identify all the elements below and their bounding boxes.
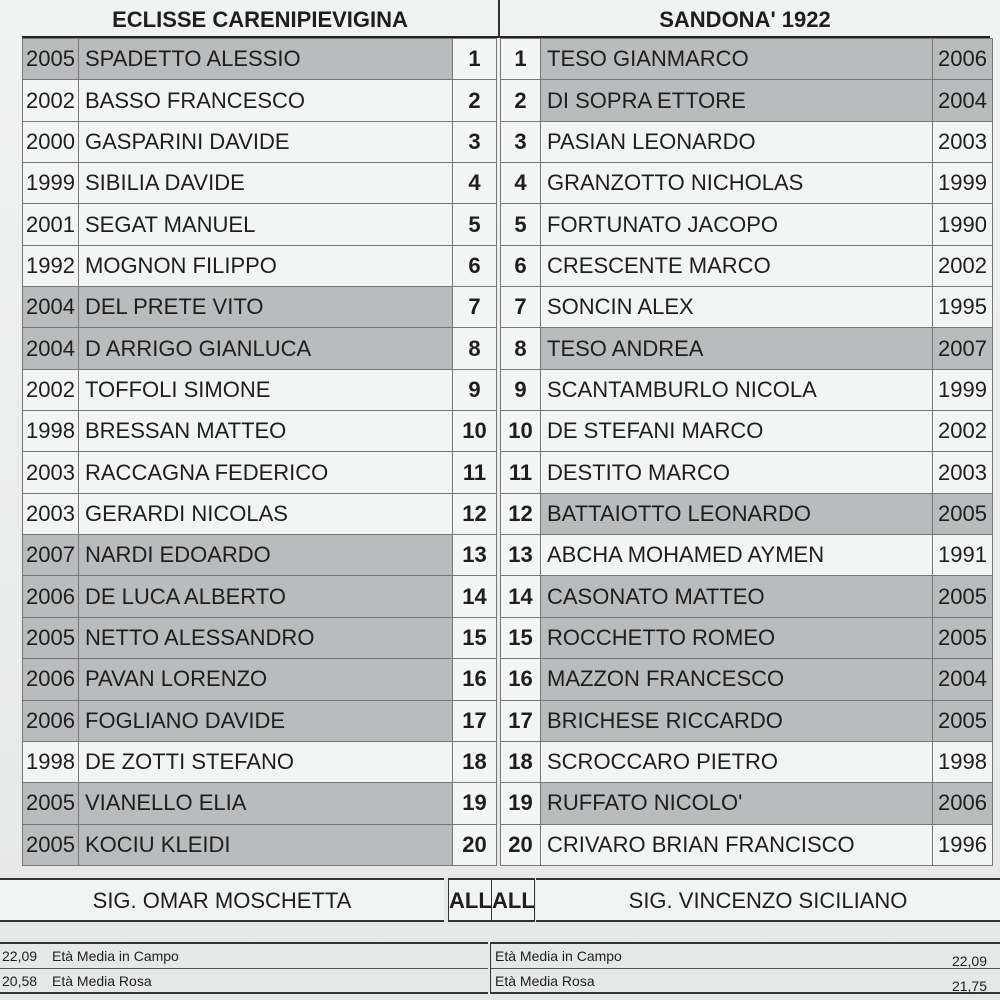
- home-player-birth-year: 2004: [23, 328, 79, 369]
- away-player-number: 4: [501, 163, 541, 204]
- home-player-birth-year: 2005: [23, 824, 79, 865]
- away-player-row: [501, 617, 993, 658]
- away-player-birth-year: 2005: [933, 493, 993, 534]
- home-player-row: [23, 328, 497, 369]
- away-player-birth-year: 2003: [933, 452, 993, 493]
- away-player-number: 10: [501, 411, 541, 452]
- home-player-name: D ARRIGO GIANLUCA: [79, 328, 453, 369]
- home-player-row: [23, 659, 497, 700]
- away-player-name: CASONATO MATTEO: [541, 576, 933, 617]
- home-player-name: BASSO FRANCESCO: [79, 80, 453, 121]
- home-player-row: [23, 617, 497, 658]
- home-stat-row: [0, 969, 488, 993]
- away-player-birth-year: 2005: [933, 700, 993, 741]
- home-player-birth-year: 2001: [23, 204, 79, 245]
- home-player-name: GASPARINI DAVIDE: [79, 121, 453, 162]
- away-player-row: [501, 80, 993, 121]
- away-player-row: [501, 824, 993, 865]
- home-player-name: BRESSAN MATTEO: [79, 411, 453, 452]
- away-player-row: [501, 121, 993, 162]
- away-player-birth-year: 1990: [933, 204, 993, 245]
- away-player-birth-year: 2005: [933, 576, 993, 617]
- home-player-number: 2: [453, 80, 497, 121]
- home-player-name: DE LUCA ALBERTO: [79, 576, 453, 617]
- home-player-birth-year: 1998: [23, 741, 79, 782]
- away-player-number: 1: [501, 39, 541, 80]
- home-player-row: [23, 39, 497, 80]
- home-player-row: [23, 535, 497, 576]
- away-player-birth-year: 1999: [933, 369, 993, 410]
- away-player-birth-year: 2007: [933, 328, 993, 369]
- away-player-number: 17: [501, 700, 541, 741]
- home-player-number: 1: [453, 39, 497, 80]
- away-player-name: BRICHESE RICCARDO: [541, 700, 933, 741]
- home-player-row: [23, 824, 497, 865]
- away-player-row: [501, 576, 993, 617]
- away-player-name: ROCCHETTO ROMEO: [541, 617, 933, 658]
- away-player-row: [501, 783, 993, 824]
- home-player-row: [23, 121, 497, 162]
- home-player-name: NETTO ALESSANDRO: [79, 617, 453, 658]
- away-player-row: [501, 204, 993, 245]
- home-player-birth-year: 2005: [23, 39, 79, 80]
- home-player-name: PAVAN LORENZO: [79, 659, 453, 700]
- home-player-number: 14: [453, 576, 497, 617]
- home-player-number: 5: [453, 204, 497, 245]
- home-player-number: 17: [453, 700, 497, 741]
- home-player-number: 8: [453, 328, 497, 369]
- home-player-birth-year: 2000: [23, 121, 79, 162]
- away-player-birth-year: 1996: [933, 824, 993, 865]
- away-player-row: [501, 39, 993, 80]
- away-player-name: CRESCENTE MARCO: [541, 245, 933, 286]
- away-player-name: SCANTAMBURLO NICOLA: [541, 369, 933, 410]
- home-player-row: [23, 369, 497, 410]
- away-roster-table: [500, 38, 993, 866]
- home-player-name: NARDI EDOARDO: [79, 535, 453, 576]
- home-player-number: 20: [453, 824, 497, 865]
- home-player-number: 16: [453, 659, 497, 700]
- home-player-row: [23, 700, 497, 741]
- away-team-name: SANDONA' 1922: [500, 0, 990, 38]
- away-player-birth-year: 2006: [933, 783, 993, 824]
- home-player-birth-year: 2006: [23, 659, 79, 700]
- away-player-number: 8: [501, 328, 541, 369]
- away-player-number: 6: [501, 245, 541, 286]
- home-player-name: DEL PRETE VITO: [79, 287, 453, 328]
- away-player-name: DESTITO MARCO: [541, 452, 933, 493]
- away-player-row: [501, 287, 993, 328]
- home-player-number: 6: [453, 245, 497, 286]
- away-player-name: SONCIN ALEX: [541, 287, 933, 328]
- home-player-birth-year: 1998: [23, 411, 79, 452]
- home-player-row: [23, 783, 497, 824]
- home-player-birth-year: 2003: [23, 452, 79, 493]
- away-age-stats: [490, 942, 1000, 994]
- home-player-number: 9: [453, 369, 497, 410]
- home-player-name: GERARDI NICOLAS: [79, 493, 453, 534]
- away-player-name: DE STEFANI MARCO: [541, 411, 933, 452]
- home-player-name: SEGAT MANUEL: [79, 204, 453, 245]
- away-player-number: 19: [501, 783, 541, 824]
- away-player-row: [501, 741, 993, 782]
- home-player-row: [23, 493, 497, 534]
- away-stat-row: [491, 944, 1000, 969]
- away-player-number: 3: [501, 121, 541, 162]
- away-player-row: [501, 493, 993, 534]
- home-player-name: SIBILIA DAVIDE: [79, 163, 453, 204]
- away-coach-tag: ALL: [492, 878, 535, 922]
- away-player-name: FORTUNATO JACOPO: [541, 204, 933, 245]
- home-player-name: SPADETTO ALESSIO: [79, 39, 453, 80]
- home-player-number: 13: [453, 535, 497, 576]
- away-player-birth-year: 1991: [933, 535, 993, 576]
- home-player-birth-year: 2004: [23, 287, 79, 328]
- home-player-name: FOGLIANO DAVIDE: [79, 700, 453, 741]
- away-player-number: 7: [501, 287, 541, 328]
- header-divider: [498, 0, 500, 38]
- home-player-name: DE ZOTTI STEFANO: [79, 741, 453, 782]
- away-player-row: [501, 245, 993, 286]
- away-player-name: BATTAIOTTO LEONARDO: [541, 493, 933, 534]
- home-player-birth-year: 2005: [23, 783, 79, 824]
- away-player-number: 14: [501, 576, 541, 617]
- away-player-number: 11: [501, 452, 541, 493]
- home-roster-table: [22, 38, 497, 866]
- away-player-name: GRANZOTTO NICHOLAS: [541, 163, 933, 204]
- away-player-name: TESO GIANMARCO: [541, 39, 933, 80]
- home-player-number: 19: [453, 783, 497, 824]
- home-player-name: VIANELLO ELIA: [79, 783, 453, 824]
- home-player-row: [23, 452, 497, 493]
- home-player-birth-year: 2007: [23, 535, 79, 576]
- home-player-name: TOFFOLI SIMONE: [79, 369, 453, 410]
- home-player-birth-year: 2005: [23, 617, 79, 658]
- away-player-number: 16: [501, 659, 541, 700]
- away-player-birth-year: 2005: [933, 617, 993, 658]
- away-player-birth-year: 2003: [933, 121, 993, 162]
- away-player-number: 15: [501, 617, 541, 658]
- away-player-birth-year: 2002: [933, 245, 993, 286]
- away-player-name: SCROCCARO PIETRO: [541, 741, 933, 782]
- away-player-name: ABCHA MOHAMED AYMEN: [541, 535, 933, 576]
- home-player-number: 15: [453, 617, 497, 658]
- home-age-stats: [0, 942, 488, 994]
- home-player-name: RACCAGNA FEDERICO: [79, 452, 453, 493]
- home-coach-name: SIG. OMAR MOSCHETTA: [0, 878, 444, 922]
- home-player-row: [23, 163, 497, 204]
- away-coach-name: SIG. VINCENZO SICILIANO: [536, 878, 1000, 922]
- away-player-birth-year: 2006: [933, 39, 993, 80]
- away-stat-row: [491, 969, 1000, 993]
- home-player-row: [23, 80, 497, 121]
- home-player-number: 3: [453, 121, 497, 162]
- away-stat-label: Età Media in Campo: [495, 948, 622, 964]
- home-player-number: 18: [453, 741, 497, 782]
- home-stat-value: 22,09: [2, 948, 38, 964]
- home-player-number: 11: [453, 452, 497, 493]
- home-player-birth-year: 2006: [23, 576, 79, 617]
- away-player-birth-year: 1999: [933, 163, 993, 204]
- away-stat-label: Età Media Rosa: [495, 973, 595, 989]
- away-player-number: 9: [501, 369, 541, 410]
- home-player-birth-year: 2002: [23, 80, 79, 121]
- away-player-number: 2: [501, 80, 541, 121]
- away-player-row: [501, 659, 993, 700]
- away-player-number: 5: [501, 204, 541, 245]
- home-player-number: 4: [453, 163, 497, 204]
- home-player-row: [23, 741, 497, 782]
- home-coach-tag: ALL: [448, 878, 492, 922]
- home-player-row: [23, 245, 497, 286]
- away-player-birth-year: 1995: [933, 287, 993, 328]
- home-player-birth-year: 1999: [23, 163, 79, 204]
- away-player-birth-year: 2002: [933, 411, 993, 452]
- away-player-name: RUFFATO NICOLO': [541, 783, 933, 824]
- home-player-number: 12: [453, 493, 497, 534]
- home-player-number: 10: [453, 411, 497, 452]
- home-team-name: ECLISSE CARENIPIEVIGINA: [22, 0, 498, 38]
- home-player-birth-year: 2006: [23, 700, 79, 741]
- away-player-row: [501, 452, 993, 493]
- home-player-birth-year: 2003: [23, 493, 79, 534]
- away-player-number: 12: [501, 493, 541, 534]
- home-stat-row: [0, 944, 488, 969]
- away-player-row: [501, 328, 993, 369]
- away-player-birth-year: 2004: [933, 659, 993, 700]
- away-player-name: MAZZON FRANCESCO: [541, 659, 933, 700]
- away-player-row: [501, 411, 993, 452]
- home-stat-value: 20,58: [2, 973, 38, 989]
- away-player-name: PASIAN LEONARDO: [541, 121, 933, 162]
- away-player-row: [501, 163, 993, 204]
- home-player-birth-year: 1992: [23, 245, 79, 286]
- home-player-row: [23, 576, 497, 617]
- away-player-birth-year: 1998: [933, 741, 993, 782]
- away-player-number: 20: [501, 824, 541, 865]
- home-player-row: [23, 204, 497, 245]
- away-stat-value: 22,09: [951, 953, 987, 969]
- away-player-number: 13: [501, 535, 541, 576]
- away-player-name: CRIVARO BRIAN FRANCISCO: [541, 824, 933, 865]
- home-player-row: [23, 287, 497, 328]
- home-player-name: KOCIU KLEIDI: [79, 824, 453, 865]
- away-player-birth-year: 2004: [933, 80, 993, 121]
- away-player-name: DI SOPRA ETTORE: [541, 80, 933, 121]
- home-player-row: [23, 411, 497, 452]
- away-stat-value: 21,75: [951, 978, 987, 994]
- home-player-birth-year: 2002: [23, 369, 79, 410]
- away-player-row: [501, 369, 993, 410]
- home-player-number: 7: [453, 287, 497, 328]
- home-player-name: MOGNON FILIPPO: [79, 245, 453, 286]
- away-player-name: TESO ANDREA: [541, 328, 933, 369]
- away-player-number: 18: [501, 741, 541, 782]
- away-player-row: [501, 535, 993, 576]
- home-stat-label: Età Media in Campo: [52, 948, 179, 964]
- away-player-row: [501, 700, 993, 741]
- home-stat-label: Età Media Rosa: [52, 973, 152, 989]
